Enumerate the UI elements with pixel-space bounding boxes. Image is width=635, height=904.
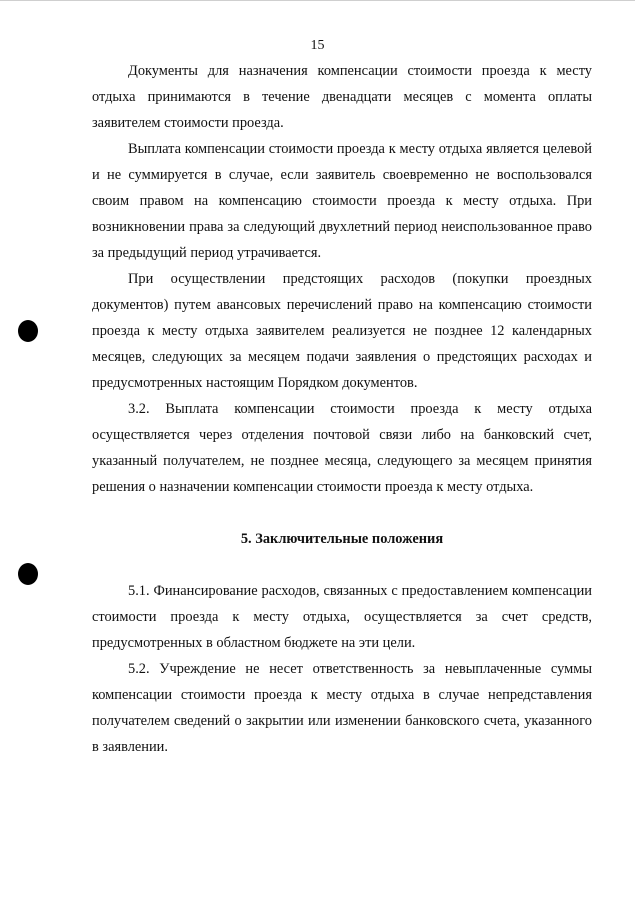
paragraph-5-2-liability: 5.2. Учреждение не несет ответственность за невыплаченные суммы компенсации стоимости проезда к месту отдыха в случае непредставления получателем сведений о закрытии или изменении банковского счета, указанного в заявлении. [92,661,592,755]
paragraph-advance-payments: При осуществлении предстоящих расходов (покупки проездных документов) путем авансовых перечислений право на компенсацию стоимости проезда к месту отдыха заявителем реализуется не позднее 12 календарных месяцев, следующих за месяцем подачи заявления о предстоящих расходах и предусмотренных настоящим Порядком документов. [92,271,592,391]
section-5-heading: 5. Заключительные положения [240,531,444,547]
page-number: 15 [310,38,325,53]
paragraph-targeted-payment: Выплата компенсации стоимости проезда к месту отдыха является целевой и не суммируется в случае, если заявитель своевременно не воспользовался своим правом на компенсацию стоимости проезда к месту отдыха. При возникновении права за следующий двухлетний период неиспользованное право за предыдущий период утрачивается. [92,141,592,261]
punch-hole-mark [18,320,38,342]
document-body [92,58,592,760]
paragraph-3-2-payment-method: 3.2. Выплата компенсации стоимости проезда к месту отдыха осуществляется через отделения почтовой связи либо на банковский счет, указанный получателем, не позднее месяца, следующего за месяцем принятия решения о назначении компенсации стоимости проезда к месту отдыха. [92,401,592,495]
punch-hole-mark [18,563,38,585]
paragraph-documents-deadline: Документы для назначения компенсации стоимости проезда к месту отдыха принимаются в течение двенадцати месяцев с момента оплаты заявителем стоимости проезда. [92,63,592,131]
paragraph-5-1-financing: 5.1. Финансирование расходов, связанных с предоставлением компенсации стоимости проезда к месту отдыха, осуществляется за счет средств, предусмотренных в областном бюджете на эти цели. [92,583,592,651]
scan-edge-line [0,0,635,1]
